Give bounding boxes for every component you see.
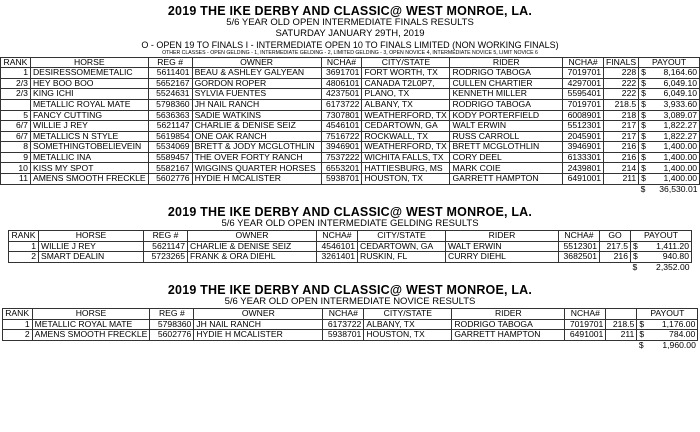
reg-cell: 5582167: [148, 163, 192, 174]
city-state-cell: CANADA T2L0P7,: [362, 78, 450, 89]
rider-cell: CORY DEEL: [450, 152, 563, 163]
column-header: [606, 309, 637, 320]
column-header: RANK: [2, 309, 32, 320]
ncha-cell: 7537222: [321, 152, 362, 163]
finals-legend: O - OPEN 19 TO FINALS I - INTERMEDIATE OPEN 10 TO FINALS LIMITED (NON WORKING FINALS): [141, 40, 559, 51]
column-header: CITY/STATE: [362, 57, 450, 68]
rider-cell: BRETT MCGLOTHLIN: [450, 142, 563, 153]
currency-cell: $: [639, 152, 653, 163]
owner-cell: GORDON ROPER: [192, 78, 321, 89]
column-header: REG #: [150, 309, 194, 320]
column-header: PAYOUT: [631, 230, 692, 241]
score-cell: 228: [604, 68, 639, 79]
column-header: HORSE: [39, 230, 144, 241]
owner-cell: FRANK & ORA DIEHL: [188, 252, 317, 263]
rider-ncha-cell: 7019701: [563, 99, 604, 110]
rank-cell: [1, 99, 31, 110]
column-header: REG #: [144, 230, 188, 241]
finals-subtitle: 5/6 YEAR OLD OPEN INTERMEDIATE FINALS RESULTS: [226, 17, 474, 29]
rider-ncha-cell: 3682501: [559, 252, 600, 263]
rank-cell: 2/3: [1, 89, 31, 100]
score-cell: 218.5: [606, 319, 637, 330]
horse-cell: AMENS SMOOTH FRECKLE: [30, 174, 148, 185]
horse-cell: METALLICS N STYLE: [30, 131, 148, 142]
rider-cell: GARRETT HAMPTON: [450, 174, 563, 185]
currency-cell: $: [637, 319, 651, 330]
novice-results-table: [2, 308, 699, 351]
ncha-cell: 3946901: [321, 142, 362, 153]
table-row: [1, 89, 700, 100]
column-header: PAYOUT: [637, 309, 698, 320]
horse-cell: SMART DEALIN: [39, 252, 144, 263]
ncha-cell: 7307801: [321, 110, 362, 121]
currency-cell: $: [639, 142, 653, 153]
owner-cell: SYLVIA FUENTES: [192, 89, 321, 100]
payout-cell: 1,176.00: [651, 319, 698, 330]
reg-cell: 5611401: [148, 68, 192, 79]
score-cell: 222: [604, 78, 639, 89]
payout-cell: 1,400.00: [653, 142, 700, 153]
column-header: RIDER: [446, 230, 559, 241]
horse-cell: METALLIC ROYAL MATE: [32, 319, 150, 330]
column-header: PAYOUT: [639, 57, 700, 68]
column-header: RANK: [1, 57, 31, 68]
payout-cell: 1,400.00: [653, 174, 700, 185]
table-row: [9, 252, 692, 263]
reg-cell: 5636363: [148, 110, 192, 121]
city-state-cell: ROCKWALL, TX: [362, 131, 450, 142]
currency-cell: $: [631, 252, 645, 263]
rider-ncha-cell: 6133301: [563, 152, 604, 163]
score-cell: 218.5: [604, 99, 639, 110]
rider-ncha-cell: 6491001: [563, 174, 604, 185]
city-state-cell: RUSKIN, FL: [358, 252, 446, 263]
horse-cell: METALLIC INA: [30, 152, 148, 163]
rider-cell: KODY PORTERFIELD: [450, 110, 563, 121]
reg-cell: 5652167: [148, 78, 192, 89]
column-header: HORSE: [30, 57, 148, 68]
column-header: NCHA#: [317, 230, 358, 241]
owner-cell: BRETT & JODY MCGLOTHLIN: [192, 142, 321, 153]
reg-cell: 5524631: [148, 89, 192, 100]
rider-cell: CULLEN CHARTIER: [450, 78, 563, 89]
reg-cell: 5602776: [148, 174, 192, 185]
rider-ncha-cell: 2045901: [563, 131, 604, 142]
score-cell: 216: [600, 252, 631, 263]
payout-cell: 6,049.10: [653, 78, 700, 89]
gelding-results-table: [8, 230, 692, 273]
owner-cell: JH NAIL RANCH: [194, 319, 323, 330]
rank-cell: 1: [2, 319, 32, 330]
owner-cell: THE OVER FORTY RANCH: [192, 152, 321, 163]
horse-cell: AMENS SMOOTH FRECKLE: [32, 330, 150, 341]
city-state-cell: PLANO, TX: [362, 89, 450, 100]
rider-ncha-cell: 3946901: [563, 142, 604, 153]
reg-cell: 5619854: [148, 131, 192, 142]
column-header: HORSE: [32, 309, 150, 320]
score-cell: 216: [604, 152, 639, 163]
currency-cell: $: [639, 89, 653, 100]
rider-cell: RODRIGO TABOGA: [452, 319, 565, 330]
reg-cell: 5723265: [144, 252, 188, 263]
ncha-cell: 3261401: [317, 252, 358, 263]
rank-cell: 10: [1, 163, 31, 174]
column-header: REG #: [148, 57, 192, 68]
rank-cell: 2: [9, 252, 39, 263]
payout-cell: 784.00: [651, 330, 698, 341]
horse-cell: KING ICHI: [30, 89, 148, 100]
currency-cell: $: [639, 131, 653, 142]
rider-ncha-cell: 6008901: [563, 110, 604, 121]
horse-cell: WILLIE J REY: [30, 121, 148, 132]
column-header: CITY/STATE: [358, 230, 446, 241]
column-header: FINALS: [604, 57, 639, 68]
table-row: [2, 319, 698, 330]
reg-cell: 5621147: [144, 241, 188, 252]
ncha-cell: 6553201: [321, 163, 362, 174]
rank-cell: 6/7: [1, 131, 31, 142]
ncha-cell: 7516722: [321, 131, 362, 142]
score-cell: 216: [604, 142, 639, 153]
ncha-cell: 6173722: [323, 319, 364, 330]
rider-cell: CURRY DIEHL: [446, 252, 559, 263]
finals-header: [0, 0, 700, 57]
total-payout: 1,960.00: [662, 340, 696, 351]
city-state-cell: HATTIESBURG, MS: [362, 163, 450, 174]
gelding-header: [0, 205, 700, 230]
payout-cell: 1,400.00: [653, 152, 700, 163]
currency-cell: $: [639, 78, 653, 89]
table-row: [1, 110, 700, 121]
total-payout: 2,352.00: [656, 262, 690, 273]
table-row: [1, 142, 700, 153]
score-cell: 214: [604, 163, 639, 174]
owner-cell: BEAU & ASHLEY GALYEAN: [192, 68, 321, 79]
table-header-row: [9, 230, 692, 241]
rank-cell: 5: [1, 110, 31, 121]
column-header: RANK: [9, 230, 39, 241]
score-cell: 217.5: [600, 241, 631, 252]
ncha-cell: 4806101: [321, 78, 362, 89]
rider-ncha-cell: 5512301: [563, 121, 604, 132]
rider-cell: RODRIGO TABOGA: [450, 68, 563, 79]
owner-cell: WIGGINS QUARTER HORSES: [192, 163, 321, 174]
ncha-cell: 4546101: [321, 121, 362, 132]
horse-cell: HEY BOO BOO: [30, 78, 148, 89]
horse-cell: KISS MY SPOT: [30, 163, 148, 174]
score-cell: 222: [604, 89, 639, 100]
ncha-cell: 5938701: [321, 174, 362, 185]
currency-cell: $: [631, 241, 645, 252]
horse-cell: FANCY CUTTING: [30, 110, 148, 121]
currency-cell: $: [639, 163, 653, 174]
currency-cell: $: [639, 99, 653, 110]
rider-ncha-cell: 4297001: [563, 78, 604, 89]
payout-cell: 1,822.27: [653, 131, 700, 142]
city-state-cell: CEDARTOWN, GA: [362, 121, 450, 132]
table-row: [1, 174, 700, 185]
table-row: [1, 152, 700, 163]
table-row: [2, 330, 698, 341]
finals-date: SATURDAY JANUARY 29TH, 2019: [275, 28, 425, 40]
gelding-title: 2019 THE IKE DERBY AND CLASSIC@ WEST MONROE, LA.: [167, 204, 533, 219]
rank-cell: 11: [1, 174, 31, 185]
reg-cell: 5798360: [150, 319, 194, 330]
table-header-row: [1, 57, 700, 68]
reg-cell: 5621147: [148, 121, 192, 132]
city-state-cell: FORT WORTH, TX: [362, 68, 450, 79]
gelding-subtitle: 5/6 YEAR OLD OPEN INTERMEDIATE GELDING RESULTS: [221, 218, 479, 230]
ncha-cell: 5938701: [323, 330, 364, 341]
table-row: [1, 99, 700, 110]
reg-cell: 5798360: [148, 99, 192, 110]
column-header: NCHA#: [559, 230, 600, 241]
reg-cell: 5602776: [150, 330, 194, 341]
currency-cell: $: [639, 110, 653, 121]
payout-cell: 6,049.10: [653, 89, 700, 100]
city-state-cell: CEDARTOWN, GA: [358, 241, 446, 252]
currency-cell: $: [639, 174, 653, 185]
horse-cell: DESIRESSOMEMETALIC: [30, 68, 148, 79]
reg-cell: 5534069: [148, 142, 192, 153]
owner-cell: CHARLIE & DENISE SEIZ: [192, 121, 321, 132]
rank-cell: 6/7: [1, 121, 31, 132]
payout-cell: 3,933.60: [653, 99, 700, 110]
rank-cell: 2: [2, 330, 32, 341]
other-classes-note: OTHER CLASSES - OPEN GELDING - 1, INTERMEDIATE GELDING - 2, LIMITED GELDING - 3, OPEN NOVICE 4, INTERMEDIATE NOVICE 5, LIMIT NOVICE 6: [162, 49, 538, 56]
column-header: NCHA#: [565, 309, 606, 320]
table-row: [1, 121, 700, 132]
rank-cell: 9: [1, 152, 31, 163]
total-row: [1, 184, 700, 195]
column-header: RIDER: [452, 309, 565, 320]
ncha-cell: 6173722: [321, 99, 362, 110]
total-currency: $: [638, 340, 644, 351]
owner-cell: ONE OAK RANCH: [192, 131, 321, 142]
rank-cell: 2/3: [1, 78, 31, 89]
score-cell: 217: [604, 131, 639, 142]
column-header: OWNER: [194, 309, 323, 320]
total-currency: $: [640, 184, 646, 194]
rider-ncha-cell: 5512301: [559, 241, 600, 252]
ncha-cell: 4546101: [317, 241, 358, 252]
payout-cell: 940.80: [645, 252, 692, 263]
rank-cell: 1: [1, 68, 31, 79]
payout-cell: 1,400.00: [653, 163, 700, 174]
rider-cell: WALT ERWIN: [450, 121, 563, 132]
table-row: [1, 68, 700, 79]
rider-cell: RODRIGO TABOGA: [450, 99, 563, 110]
owner-cell: HYDIE H MCALISTER: [192, 174, 321, 185]
finals-title: 2019 THE IKE DERBY AND CLASSIC@ WEST MONROE, LA.: [167, 4, 533, 18]
reg-cell: 5589457: [148, 152, 192, 163]
payout-cell: 1,822.27: [653, 121, 700, 132]
novice-title: 2019 THE IKE DERBY AND CLASSIC@ WEST MONROE, LA.: [167, 282, 533, 297]
column-header: NCHA#: [321, 57, 362, 68]
finals-results-table: [0, 57, 700, 195]
rider-ncha-cell: 2439801: [563, 163, 604, 174]
city-state-cell: HOUSTON, TX: [362, 174, 450, 185]
column-header: GO: [600, 230, 631, 241]
table-header-row: [2, 309, 698, 320]
ncha-cell: 3691701: [321, 68, 362, 79]
payout-cell: 8,164.60: [653, 68, 700, 79]
horse-cell: SOMETHINGTOBELIEVEIN: [30, 142, 148, 153]
column-header: OWNER: [192, 57, 321, 68]
rider-cell: MARK COIE: [450, 163, 563, 174]
city-state-cell: WICHITA FALLS, TX: [362, 152, 450, 163]
rank-cell: 8: [1, 142, 31, 153]
table-row: [1, 131, 700, 142]
score-cell: 211: [606, 330, 637, 341]
ncha-cell: 4237501: [321, 89, 362, 100]
column-header: NCHA#: [563, 57, 604, 68]
total-row: [2, 340, 698, 351]
city-state-cell: ALBANY, TX: [362, 99, 450, 110]
rider-ncha-cell: 6491001: [565, 330, 606, 341]
payout-cell: 1,411.20: [645, 241, 692, 252]
horse-cell: METALLIC ROYAL MATE: [30, 99, 148, 110]
rider-ncha-cell: 7019701: [563, 68, 604, 79]
column-header: OWNER: [188, 230, 317, 241]
column-header: RIDER: [450, 57, 563, 68]
currency-cell: $: [637, 330, 651, 341]
table-row: [1, 78, 700, 89]
total-row: [9, 262, 692, 273]
score-cell: 218: [604, 110, 639, 121]
rider-cell: WALT ERWIN: [446, 241, 559, 252]
owner-cell: CHARLIE & DENISE SEIZ: [188, 241, 317, 252]
rider-ncha-cell: 5595401: [563, 89, 604, 100]
rider-cell: RUSS CARROLL: [450, 131, 563, 142]
rider-ncha-cell: 7019701: [565, 319, 606, 330]
city-state-cell: HOUSTON, TX: [364, 330, 452, 341]
table-row: [9, 241, 692, 252]
owner-cell: JH NAIL RANCH: [192, 99, 321, 110]
column-header: CITY/STATE: [364, 309, 452, 320]
score-cell: 217: [604, 121, 639, 132]
city-state-cell: WEATHERFORD, TX: [362, 142, 450, 153]
horse-cell: WILLIE J REY: [39, 241, 144, 252]
column-header: NCHA#: [323, 309, 364, 320]
score-cell: 211: [604, 174, 639, 185]
table-row: [1, 163, 700, 174]
payout-cell: 3,089.07: [653, 110, 700, 121]
novice-subtitle: 5/6 YEAR OLD OPEN INTERMEDIATE NOVICE RESULTS: [224, 296, 476, 308]
currency-cell: $: [639, 121, 653, 132]
city-state-cell: WEATHERFORD, TX: [362, 110, 450, 121]
total-payout: 36,530.01: [659, 184, 698, 194]
owner-cell: HYDIE H MCALISTER: [194, 330, 323, 341]
rank-cell: 1: [9, 241, 39, 252]
total-currency: $: [632, 262, 638, 273]
novice-header: [0, 283, 700, 308]
rider-cell: KENNETH MILLER: [450, 89, 563, 100]
rider-cell: GARRETT HAMPTON: [452, 330, 565, 341]
city-state-cell: ALBANY, TX: [364, 319, 452, 330]
currency-cell: $: [639, 68, 653, 79]
owner-cell: SADIE WATKINS: [192, 110, 321, 121]
